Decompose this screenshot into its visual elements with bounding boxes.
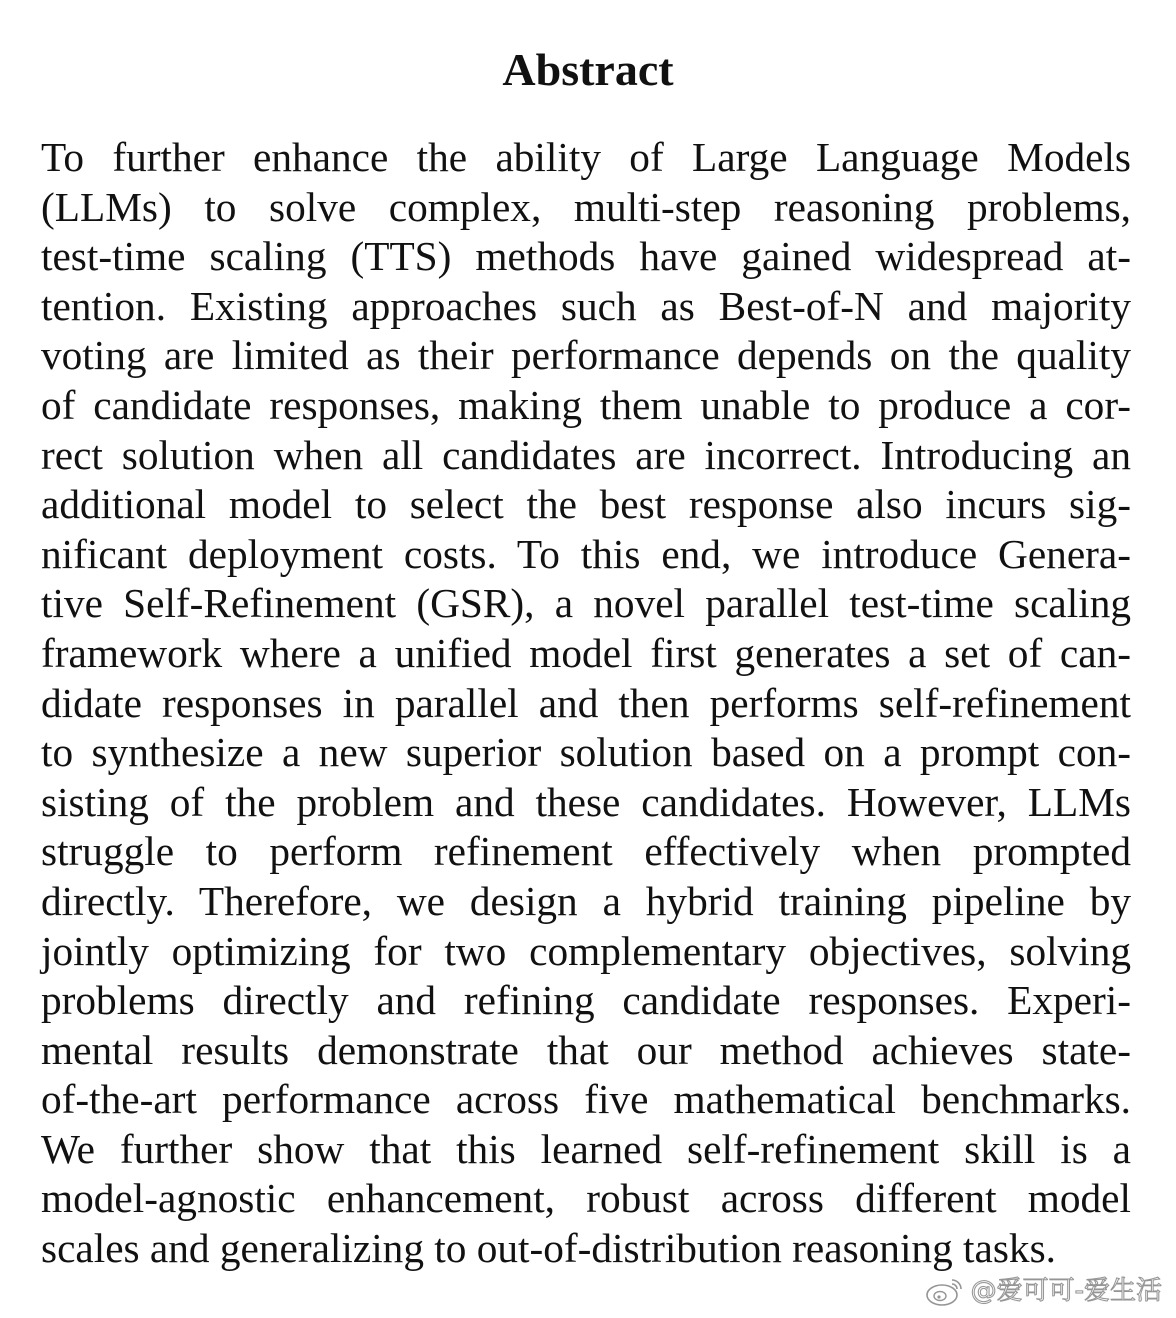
abstract-line: nificant deployment costs. To this end, we introduce Genera- xyxy=(41,530,1131,577)
watermark-text: @爱可可-爱生活 xyxy=(970,1276,1162,1306)
abstract-line: jointly optimizing for two complementary objectives, solving xyxy=(41,927,1131,974)
abstract-line: tive Self-Refinement (GSR), a novel parallel test-time scaling xyxy=(41,580,1131,627)
abstract-line: of-the-art performance across five mathematical benchmarks. xyxy=(41,1076,1131,1123)
abstract-heading: Abstract xyxy=(502,44,674,95)
abstract-line: To further enhance the ability of Large Language Models xyxy=(41,134,1131,180)
abstract-line: tention. Existing approaches such as Best-of-N and majority xyxy=(41,282,1131,329)
abstract-line: rect solution when all candidates are incorrect. Introducing an xyxy=(41,431,1131,478)
abstract-line: additional model to select the best response also incurs sig- xyxy=(41,481,1131,528)
abstract-line: framework where a unified model first generates a set of can- xyxy=(41,629,1131,676)
abstract-body xyxy=(41,133,1131,1274)
abstract-line: (LLMs) to solve complex, multi-step reasoning problems, xyxy=(41,183,1131,230)
abstract-line: problems directly and refining candidate responses. Experi- xyxy=(41,977,1131,1024)
abstract-line: scales and generalizing to out-of-distribution reasoning tasks. xyxy=(41,1225,1056,1272)
abstract-line: mental results demonstrate that our method achieves state- xyxy=(41,1026,1131,1073)
abstract-line: model-agnostic enhancement, robust across different model xyxy=(41,1175,1131,1222)
abstract-line: test-time scaling (TTS) methods have gained widespread at- xyxy=(41,233,1131,280)
abstract-line: didate responses in parallel and then performs self-refinement xyxy=(41,679,1131,726)
abstract-line: directly. Therefore, we design a hybrid training pipeline by xyxy=(41,877,1131,924)
abstract-line: We further show that this learned self-refinement skill is a xyxy=(41,1125,1131,1172)
abstract-line: to synthesize a new superior solution based on a prompt con- xyxy=(41,729,1131,776)
abstract-line: struggle to perform refinement effectively when prompted xyxy=(41,828,1131,875)
weibo-icon xyxy=(925,1275,965,1307)
abstract-line: of candidate responses, making them unable to produce a cor- xyxy=(41,381,1131,428)
abstract-line: voting are limited as their performance depends on the quality xyxy=(41,332,1131,379)
watermark xyxy=(925,1274,1162,1308)
abstract-line: sisting of the problem and these candidates. However, LLMs xyxy=(41,778,1131,825)
